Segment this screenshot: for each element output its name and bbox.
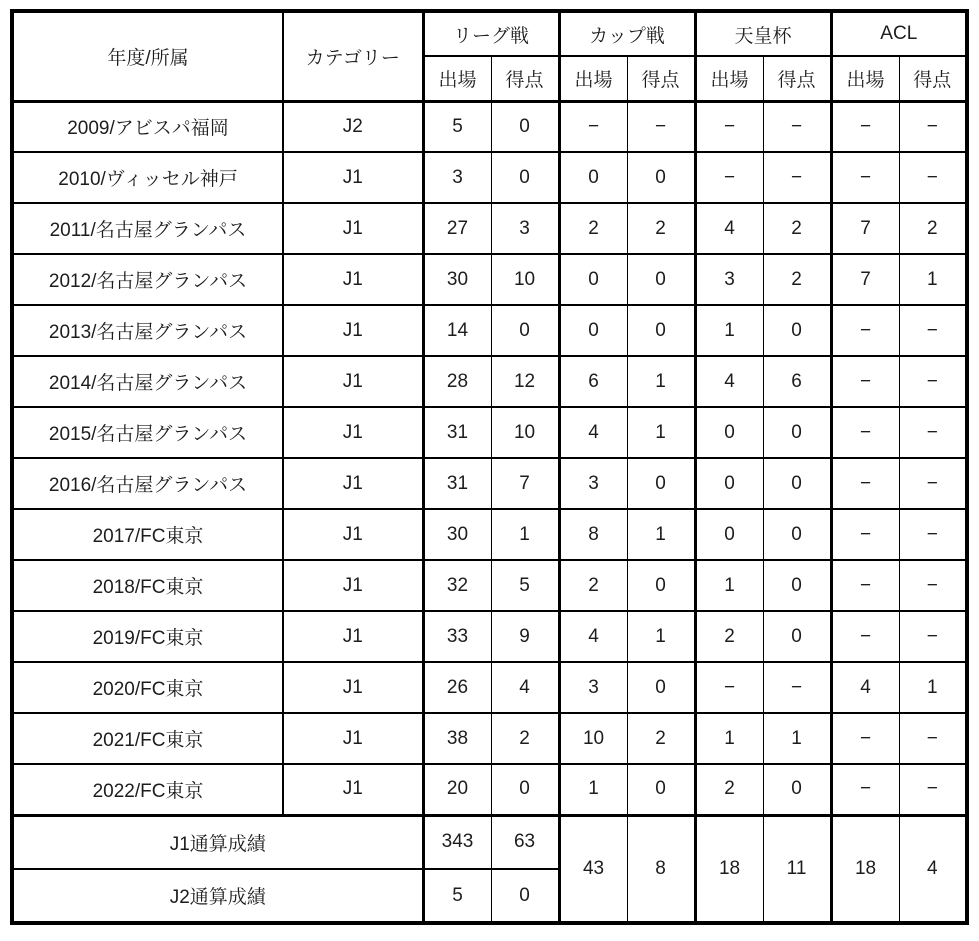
stat-cell: 31 — [423, 407, 491, 458]
stat-cell: − — [899, 560, 967, 611]
stat-cell: − — [831, 458, 899, 509]
stat-cell: 0 — [559, 152, 627, 203]
stat-cell: 0 — [627, 458, 695, 509]
year-club-cell: 2015/名古屋グランパス — [12, 407, 283, 458]
stat-cell: 0 — [763, 560, 831, 611]
stat-cell: 4 — [831, 662, 899, 713]
header-cup-appearances: 出場 — [559, 56, 627, 101]
stat-cell: 0 — [763, 611, 831, 662]
table-row — [12, 509, 967, 560]
header-group-cup: カップ戦 — [559, 11, 695, 56]
stat-cell: 32 — [423, 560, 491, 611]
stat-cell: 2 — [627, 203, 695, 254]
stat-cell: − — [831, 764, 899, 815]
stat-cell: 0 — [491, 101, 559, 152]
summary-emperors-goals: 11 — [763, 815, 831, 923]
table-row — [12, 458, 967, 509]
stat-cell: 27 — [423, 203, 491, 254]
stat-cell: 0 — [627, 254, 695, 305]
category-cell: J1 — [283, 764, 423, 815]
table-row — [12, 254, 967, 305]
summary-acl-appearances: 18 — [831, 815, 899, 923]
table-row — [12, 713, 967, 764]
stat-cell: − — [899, 101, 967, 152]
header-emperors-goals: 得点 — [763, 56, 831, 101]
stat-cell: 6 — [559, 356, 627, 407]
category-cell: J1 — [283, 509, 423, 560]
stat-cell: 10 — [491, 407, 559, 458]
stat-cell: 2 — [695, 764, 763, 815]
category-cell: J1 — [283, 152, 423, 203]
header-row-groups — [12, 11, 967, 56]
table-row — [12, 356, 967, 407]
stat-cell: 1 — [627, 407, 695, 458]
table-row — [12, 764, 967, 815]
stat-cell: − — [899, 152, 967, 203]
year-club-cell: 2022/FC東京 — [12, 764, 283, 815]
stat-cell: 5 — [491, 560, 559, 611]
stat-cell: − — [763, 101, 831, 152]
summary-emperors-appearances: 18 — [695, 815, 763, 923]
stat-cell: 1 — [695, 560, 763, 611]
stat-cell: − — [831, 713, 899, 764]
stat-cell: 3 — [559, 662, 627, 713]
stat-cell: − — [695, 101, 763, 152]
stat-cell: 2 — [899, 203, 967, 254]
summary-j1-league-appearances: 343 — [423, 815, 491, 869]
stat-cell: 1 — [627, 611, 695, 662]
stat-cell: 31 — [423, 458, 491, 509]
table-row — [12, 407, 967, 458]
header-league-appearances: 出場 — [423, 56, 491, 101]
category-cell: J1 — [283, 254, 423, 305]
year-club-cell: 2013/名古屋グランパス — [12, 305, 283, 356]
header-group-acl: ACL — [831, 11, 967, 56]
stat-cell: − — [831, 407, 899, 458]
header-year-club: 年度/所属 — [12, 11, 283, 101]
stat-cell: 1 — [899, 254, 967, 305]
stat-cell: 8 — [559, 509, 627, 560]
stat-cell: 0 — [695, 458, 763, 509]
stat-cell: − — [627, 101, 695, 152]
stat-cell: − — [831, 101, 899, 152]
summary-label-j1: J1通算成績 — [12, 815, 423, 869]
stat-cell: 3 — [695, 254, 763, 305]
stat-cell: 26 — [423, 662, 491, 713]
stat-cell: − — [831, 305, 899, 356]
category-cell: J1 — [283, 356, 423, 407]
career-stats-table — [10, 9, 969, 925]
stat-cell: − — [899, 305, 967, 356]
header-acl-goals: 得点 — [899, 56, 967, 101]
year-club-cell: 2016/名古屋グランパス — [12, 458, 283, 509]
table-row — [12, 560, 967, 611]
year-club-cell: 2019/FC東京 — [12, 611, 283, 662]
stat-cell: 0 — [491, 305, 559, 356]
stat-cell: 0 — [559, 254, 627, 305]
year-club-cell: 2010/ヴィッセル神戸 — [12, 152, 283, 203]
stat-cell: 28 — [423, 356, 491, 407]
table-body — [12, 101, 967, 815]
category-cell: J2 — [283, 101, 423, 152]
year-club-cell: 2018/FC東京 — [12, 560, 283, 611]
summary-label-j2: J2通算成績 — [12, 869, 423, 923]
stat-cell: 4 — [695, 356, 763, 407]
stat-cell: 0 — [627, 152, 695, 203]
stat-cell: 0 — [763, 509, 831, 560]
stat-cell: 30 — [423, 254, 491, 305]
stat-cell: 2 — [763, 203, 831, 254]
stat-cell: 7 — [491, 458, 559, 509]
stat-cell: 0 — [695, 407, 763, 458]
stat-cell: − — [695, 662, 763, 713]
summary-row-j1 — [12, 815, 967, 869]
year-club-cell: 2017/FC東京 — [12, 509, 283, 560]
stat-cell: 1 — [559, 764, 627, 815]
table-row — [12, 101, 967, 152]
category-cell: J1 — [283, 305, 423, 356]
stat-cell: − — [831, 560, 899, 611]
stat-cell: 4 — [559, 611, 627, 662]
stat-cell: − — [831, 152, 899, 203]
stat-cell: 1 — [695, 713, 763, 764]
stat-cell: − — [899, 509, 967, 560]
stat-cell: − — [899, 764, 967, 815]
stat-cell: 14 — [423, 305, 491, 356]
header-cup-goals: 得点 — [627, 56, 695, 101]
stat-cell: 0 — [763, 305, 831, 356]
summary-j1-league-goals: 63 — [491, 815, 559, 869]
stat-cell: 20 — [423, 764, 491, 815]
stat-cell: 1 — [695, 305, 763, 356]
stat-cell: 0 — [763, 458, 831, 509]
stat-cell: 3 — [423, 152, 491, 203]
stat-cell: 4 — [559, 407, 627, 458]
year-club-cell: 2014/名古屋グランパス — [12, 356, 283, 407]
stat-cell: − — [559, 101, 627, 152]
stat-cell: 2 — [491, 713, 559, 764]
stat-cell: 7 — [831, 254, 899, 305]
year-club-cell: 2012/名古屋グランパス — [12, 254, 283, 305]
stat-cell: 0 — [627, 764, 695, 815]
stat-cell: 10 — [491, 254, 559, 305]
stat-cell: 9 — [491, 611, 559, 662]
table-header — [12, 11, 967, 101]
stat-cell: 0 — [627, 662, 695, 713]
stat-cell: − — [831, 611, 899, 662]
stat-cell: 6 — [763, 356, 831, 407]
stat-cell: − — [899, 713, 967, 764]
category-cell: J1 — [283, 560, 423, 611]
stat-cell: 10 — [559, 713, 627, 764]
stat-cell: 2 — [627, 713, 695, 764]
category-cell: J1 — [283, 407, 423, 458]
stat-cell: 5 — [423, 101, 491, 152]
stat-cell: − — [899, 458, 967, 509]
header-league-goals: 得点 — [491, 56, 559, 101]
category-cell: J1 — [283, 662, 423, 713]
stat-cell: − — [695, 152, 763, 203]
category-cell: J1 — [283, 203, 423, 254]
year-club-cell: 2009/アビスパ福岡 — [12, 101, 283, 152]
stat-cell: 2 — [559, 203, 627, 254]
header-emperors-appearances: 出場 — [695, 56, 763, 101]
stat-cell: 1 — [491, 509, 559, 560]
year-club-cell: 2021/FC東京 — [12, 713, 283, 764]
stat-cell: 0 — [763, 764, 831, 815]
stat-cell: 7 — [831, 203, 899, 254]
category-cell: J1 — [283, 611, 423, 662]
stat-cell: 1 — [627, 356, 695, 407]
stat-cell: 33 — [423, 611, 491, 662]
year-club-cell: 2020/FC東京 — [12, 662, 283, 713]
stat-cell: 2 — [559, 560, 627, 611]
stat-cell: 1 — [763, 713, 831, 764]
stat-cell: − — [763, 662, 831, 713]
stat-cell: 12 — [491, 356, 559, 407]
stat-cell: 0 — [559, 305, 627, 356]
table-row — [12, 203, 967, 254]
stat-cell: 3 — [559, 458, 627, 509]
summary-cup-appearances: 43 — [559, 815, 627, 923]
stat-cell: 4 — [695, 203, 763, 254]
stat-cell: 0 — [695, 509, 763, 560]
header-category: カテゴリー — [283, 11, 423, 101]
stat-cell: − — [831, 509, 899, 560]
stat-cell: 2 — [763, 254, 831, 305]
header-acl-appearances: 出場 — [831, 56, 899, 101]
table-row — [12, 152, 967, 203]
stat-cell: 3 — [491, 203, 559, 254]
stat-cell: − — [763, 152, 831, 203]
year-club-cell: 2011/名古屋グランパス — [12, 203, 283, 254]
summary-acl-goals: 4 — [899, 815, 967, 923]
stat-cell: 0 — [627, 305, 695, 356]
stat-cell: 30 — [423, 509, 491, 560]
header-group-emperors-cup: 天皇杯 — [695, 11, 831, 56]
stat-cell: 0 — [491, 152, 559, 203]
stat-cell: 1 — [627, 509, 695, 560]
category-cell: J1 — [283, 713, 423, 764]
table-row — [12, 611, 967, 662]
table-summary — [12, 815, 967, 923]
stat-cell: 2 — [695, 611, 763, 662]
table-row — [12, 305, 967, 356]
stat-cell: − — [899, 356, 967, 407]
category-cell: J1 — [283, 458, 423, 509]
stat-cell: 0 — [627, 560, 695, 611]
stat-cell: 4 — [491, 662, 559, 713]
stat-cell: − — [899, 611, 967, 662]
summary-cup-goals: 8 — [627, 815, 695, 923]
summary-j2-league-goals: 0 — [491, 869, 559, 923]
stat-cell: − — [899, 407, 967, 458]
stat-cell: 0 — [763, 407, 831, 458]
stat-cell: 38 — [423, 713, 491, 764]
table-row — [12, 662, 967, 713]
summary-j2-league-appearances: 5 — [423, 869, 491, 923]
stat-cell: 0 — [491, 764, 559, 815]
stat-cell: 1 — [899, 662, 967, 713]
header-group-league: リーグ戦 — [423, 11, 559, 56]
stat-cell: − — [831, 356, 899, 407]
